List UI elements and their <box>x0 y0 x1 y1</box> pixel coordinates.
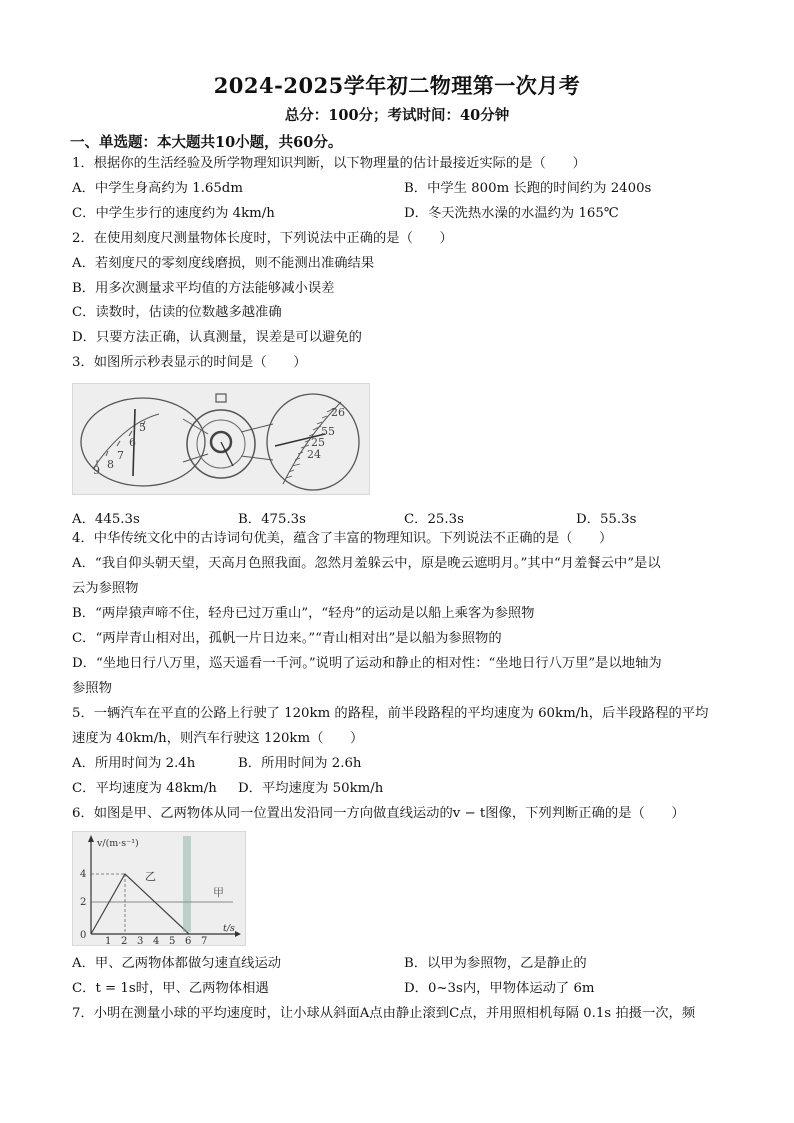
yi-label: 乙 <box>145 870 156 883</box>
y-tick: 0 <box>80 930 87 941</box>
scan-smudge <box>183 836 191 932</box>
q2-option-d: D．只要方法正确，认真测量，误差是可以避免的 <box>72 330 362 345</box>
q4-option-d: D．“坐地日行八万里，巡天遥看一千河。”说明了运动和静止的相对性：“坐地日行八万里”是以地轴为 <box>72 656 662 671</box>
min-label: 6 <box>129 436 136 449</box>
y-axis-label: v/(m·s⁻¹) <box>97 838 139 849</box>
q6-stem: 6．如图是甲、乙两物体从同一位置出发沿同一方向做直线运动的v − t图像，下列判断正确的是（ ） <box>72 806 685 821</box>
q2-option-c: C．读数时，估读的位数越多越准确 <box>72 305 282 320</box>
q5-stem-cont: 速度为 40km/h，则汽车行驶这 120km（ ） <box>72 731 364 746</box>
q2-option-a: A．若刻度尺的零刻度线磨损，则不能测出准确结果 <box>72 256 375 271</box>
q3-option-b: B．475.3s <box>238 512 306 527</box>
x-tick: 3 <box>137 936 144 945</box>
q6-option-a: A．甲、乙两物体都做匀速直线运动 <box>72 956 282 971</box>
q5-stem: 5．一辆汽车在平直的公路上行驶了 120km 的路程，前半段路程的平均速度为 60km/h，后半段路程的平均 <box>72 706 709 721</box>
vt-graph-figure <box>72 831 246 946</box>
q5-option-a: A．所用时间为 2.4h <box>72 756 196 771</box>
q4-option-c: C．“两岸青山相对出，孤帆一片日边来。”“青山相对出”是以船为参照物的 <box>72 631 502 646</box>
q1-stem: 1．根据你的生活经验及所学物理知识判断，以下物理量的估计最接近实际的是（ ） <box>72 156 586 171</box>
stopwatch-crown <box>216 394 226 402</box>
q5-option-b: B．所用时间为 2.6h <box>238 756 362 771</box>
q4-option-a: A．“我自仰头朝天望，天高月色照我面。忽然月羞躲云中，原是晚云遮明月。”其中“月羞餐云中”是以 <box>72 556 661 571</box>
x-tick: 7 <box>201 936 208 945</box>
x-tick: 5 <box>169 936 176 945</box>
q4-option-a-cont: 云为参照物 <box>72 581 139 596</box>
q3-option-c: C．25.3s <box>404 512 464 527</box>
minute-scale-arc <box>93 414 159 469</box>
vt-graph <box>73 832 245 945</box>
q4-option-d-cont: 参照物 <box>72 681 112 696</box>
x-tick: 1 <box>105 936 112 945</box>
q3-option-d: D．55.3s <box>576 512 637 527</box>
q1-option-a: A．中学生身高约为 1.65dm <box>72 181 243 196</box>
sec-label: 55 <box>321 425 335 438</box>
x-axis-label: t/s <box>223 923 235 934</box>
q5-option-c: C．平均速度为 48km/h <box>72 781 217 796</box>
sec-label: 25 <box>311 436 325 449</box>
q1-option-b: B．中学生 800m 长跑的时间约为 2400s <box>404 181 652 196</box>
stopwatch-face <box>197 420 245 468</box>
q1-option-c: C．中学生步行的速度约为 4km/h <box>72 206 275 221</box>
q4-stem: 4．中华传统文化中的古诗词句优美，蕴含了丰富的物理知识。下列说法不正确的是（ ） <box>72 531 613 546</box>
q5-option-d: D．平均速度为 50km/h <box>238 781 384 796</box>
sec-label: 26 <box>331 406 345 419</box>
stopwatch-drawing <box>73 384 369 494</box>
q7-stem: 7．小明在测量小球的平均速度时，让小球从斜面A点由静止滚到C点，并用照相机每隔 0.1s 拍摄一次，频 <box>72 1006 696 1021</box>
q6-option-d: D．0~3s内，甲物体运动了 6m <box>404 981 595 996</box>
q3-stem: 3．如图所示秒表显示的时间是（ ） <box>72 355 307 370</box>
q1-option-d: D．冬天洗热水澡的水温约为 165℃ <box>404 206 619 221</box>
min-label: 7 <box>117 449 124 462</box>
q6-option-c: C．t = 1s时，甲、乙两物体相遇 <box>72 981 269 996</box>
x-tick: 4 <box>153 936 160 945</box>
exam-subtitle: 总分：100分；考试时间：40分钟 <box>284 107 510 124</box>
exam-title: 2024-2025学年初二物理第一次月考 <box>213 73 581 98</box>
y-tick: 4 <box>80 869 87 880</box>
q4-option-b: B．“两岸猿声啼不住，轻舟已过万重山”，“轻舟”的运动是以船上乘客为参照物 <box>72 606 535 621</box>
q3-option-a: A．445.3s <box>72 512 140 527</box>
q2-option-b: B．用多次测量求平均值的方法能够减小误差 <box>72 281 335 296</box>
x-tick: 2 <box>121 936 128 945</box>
yi-line <box>91 874 189 934</box>
min-label: 5 <box>139 421 146 434</box>
min-label: 9 <box>93 464 100 477</box>
q2-stem: 2．在使用刻度尺测量物体长度时，下列说法中正确的是（ ） <box>72 231 453 246</box>
y-tick: 2 <box>80 897 87 908</box>
section-heading: 一、单选题：本大题共10小题，共60分。 <box>70 134 343 151</box>
sec-label: 24 <box>307 448 321 461</box>
q6-option-b: B．以甲为参照物，乙是静止的 <box>404 956 587 971</box>
stopwatch-figure <box>72 383 370 495</box>
jia-label: 甲 <box>213 886 224 899</box>
x-tick: 6 <box>185 936 192 945</box>
min-label: 8 <box>107 458 114 471</box>
